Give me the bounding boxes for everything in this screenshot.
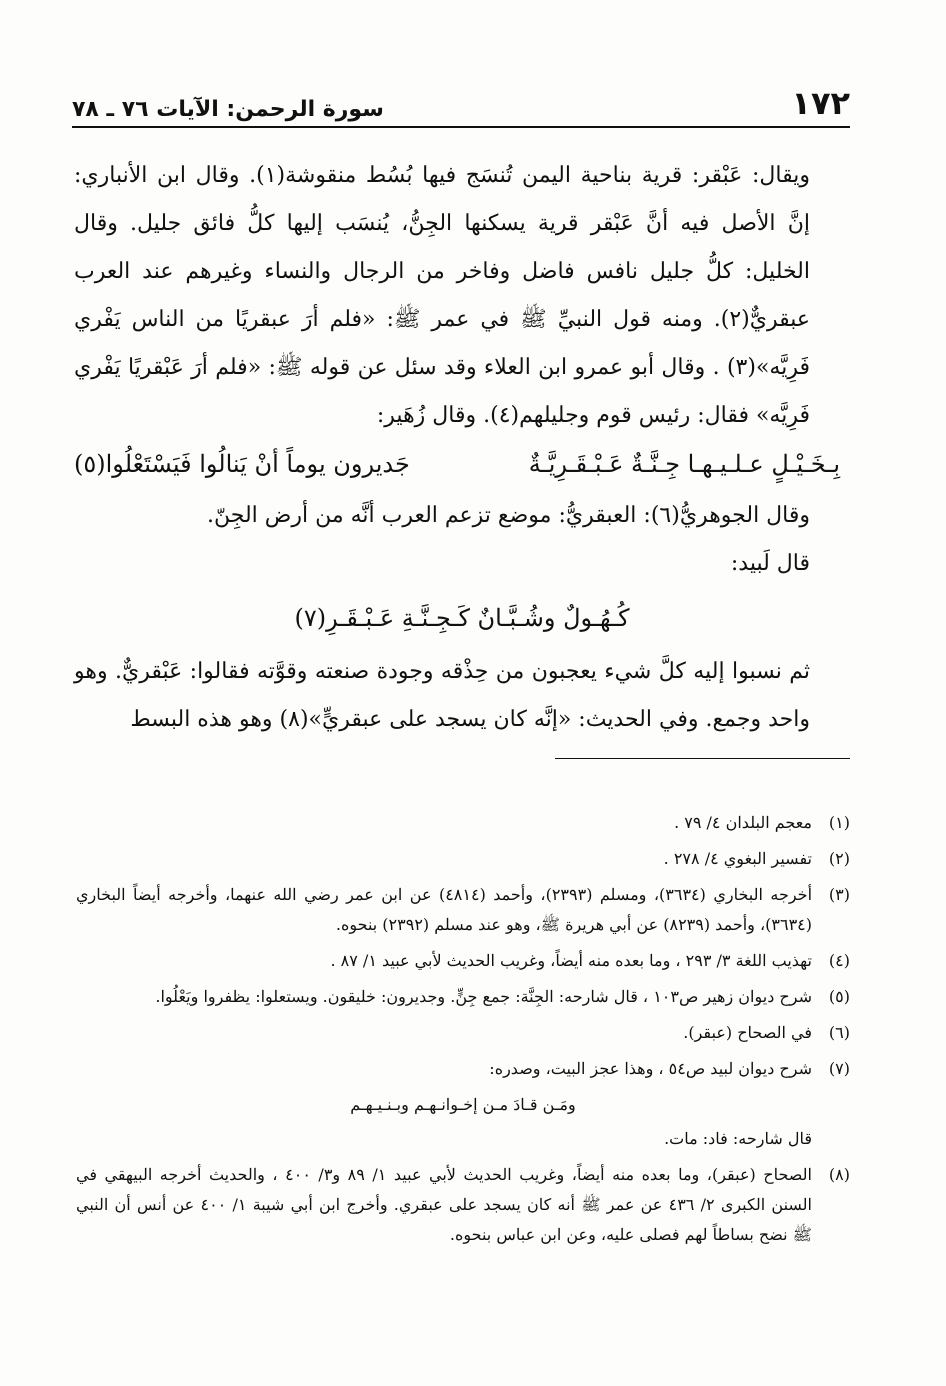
footnote-text: تفسير البغوي ٤/ ٢٧٨ . [663,849,812,868]
footnote-text: معجم البلدان ٤/ ٧٩ . [674,813,812,832]
verse-second-hemistich: جَديرون يوماً أنْ يَنالُوا فَيَسْتَعْلُوا(٥) [74,450,410,478]
paragraph-2: وقال الجوهريُّ(٦): العبقريُّ: موضع تزعم العرب أنَّه من أرض الجِنّ. [207,503,810,528]
verse-labid: كُـهُـولٌ وشُـبَّـانٌ كَـجِـنَّـةِ عَـبْـقَـرِ(٧) [294,604,630,632]
footnote-note: قال شارحه: فاد: مات. [664,1129,812,1148]
footnote-text: شرح ديوان زهير ص١٠٣ ، قال شارحه: الجِنَّة: جمع جِنٍّ. وجديرون: خليقون. ويستعلوا: يظفروا ويَعْلُوا. [155,987,812,1006]
footnotes [76,808,850,1256]
footnote-number: (٣) [828,885,850,904]
paragraph-3: قال لَبيد: [730,551,810,576]
footnote [76,1054,850,1084]
footnote [76,880,850,940]
footnote [76,1160,850,1250]
footnote-text: أخرجه البخاري (٣٦٣٤)، ومسلم (٢٣٩٣)، وأحمد (٤٨١٤) عن ابن عمر رضي الله عنهما، وأخرجه أيضاً البخاري (٣٦٣٤)، وأحمد (٨٢٣٩) عن أبي هريرة ﷺ، وهو عند مسلم (٢٣٩٢) بنحوه. [76,885,813,934]
footnote [76,1018,850,1048]
verse-zuhair [74,440,850,488]
footnote-number: (١) [828,813,850,832]
footnote [76,946,850,976]
footnote-number: (٨) [828,1165,850,1184]
running-title: سورة الرحمن: الآيات ٧٦ ـ ٧٨ [72,97,384,122]
footnote [76,844,850,874]
verse-first-hemistich: بِـخَـيْـلٍ عـلـيـهـا جِـنَّـةٌ عَـبْـقَـرِيَّـةٌ [528,450,840,478]
footnote-number: (٥) [828,987,850,1006]
footnote-number: (٢) [828,849,850,868]
main-text [74,152,850,744]
footnote-text: الصحاح (عبقر)، وما بعده منه أيضاً، وغريب الحديث لأبي عبيد ١/ ٨٩ و٣/ ٤٠٠ ، والحديث أخرجه البيهقي في السنن الكبرى ٢/ ٤٣٦ عن عمر ﷺ أنه كان يسجد على عبقري. وأخرج ابن أبي شيبة ١/ ٤٠٠ عن أنس أن النبي ﷺ نضح بساطاً لهم فصلى عليه، وعن ابن عباس بنحوه. [76,1165,812,1244]
footnote-text: في الصحاح (عبقر). [683,1023,812,1042]
footnote [76,982,850,1012]
footnote-number: (٤) [828,951,850,970]
footnote [76,808,850,838]
paragraph-4: ثم نسبوا إليه كلَّ شيء يعجبون من حِذْقه وجودة صنعته وقوَّته فقالوا: عَبْقريٌّ. وهو واحد وجمع. وفي الحديث: «إنَّه كان يسجد على عبقريٍّ»(٨) وهو هذه البسط [74,659,810,732]
footnote-separator [555,758,850,759]
footnote-verse: ومَـن قـادَ مـن إخـوانـهـم وبـنـيـهـم [350,1095,576,1114]
page-header [72,78,850,128]
paragraph-1: ويقال: عَبْقر: قرية بناحية اليمن تُنسَج فيها بُسُط منقوشة(١). وقال ابن الأنباري: إنَّ الأصل فيه أنَّ عَبْقر قرية يسكنها الجِنُّ، يُنسَب إليها كلُّ فائق جليل. وقال الخليل: كلُّ جليل نافس فاضل وفاخر من الرجال والنساء وغيرهم عند العرب عبقريٌّ(٢). ومنه قول النبيِّ ﷺ في عمر ﷺ: «فلم أرَ عبقريًا من الناس يَفْري فَرِيَّه»(٣) . وقال أبو عمرو ابن العلاء وقد سئل عن قوله ﷺ: «فلم أرَ عَبْقريًا يَفْري فَرِيَّه» فقال: رئيس قوم وجليلهم(٤). وقال زُهَير: [74,163,810,428]
footnote-number: (٦) [828,1023,850,1042]
footnote-text: شرح ديوان لبيد ص٥٤ ، وهذا عجز البيت، وصدره: [489,1059,812,1078]
footnote-number: (٧) [828,1059,850,1078]
footnote-text: تهذيب اللغة ٣/ ٢٩٣ ، وما بعده منه أيضاً، وغريب الحديث لأبي عبيد ١/ ٨٧ . [330,951,812,970]
page-number: ١٧٢ [791,84,850,122]
